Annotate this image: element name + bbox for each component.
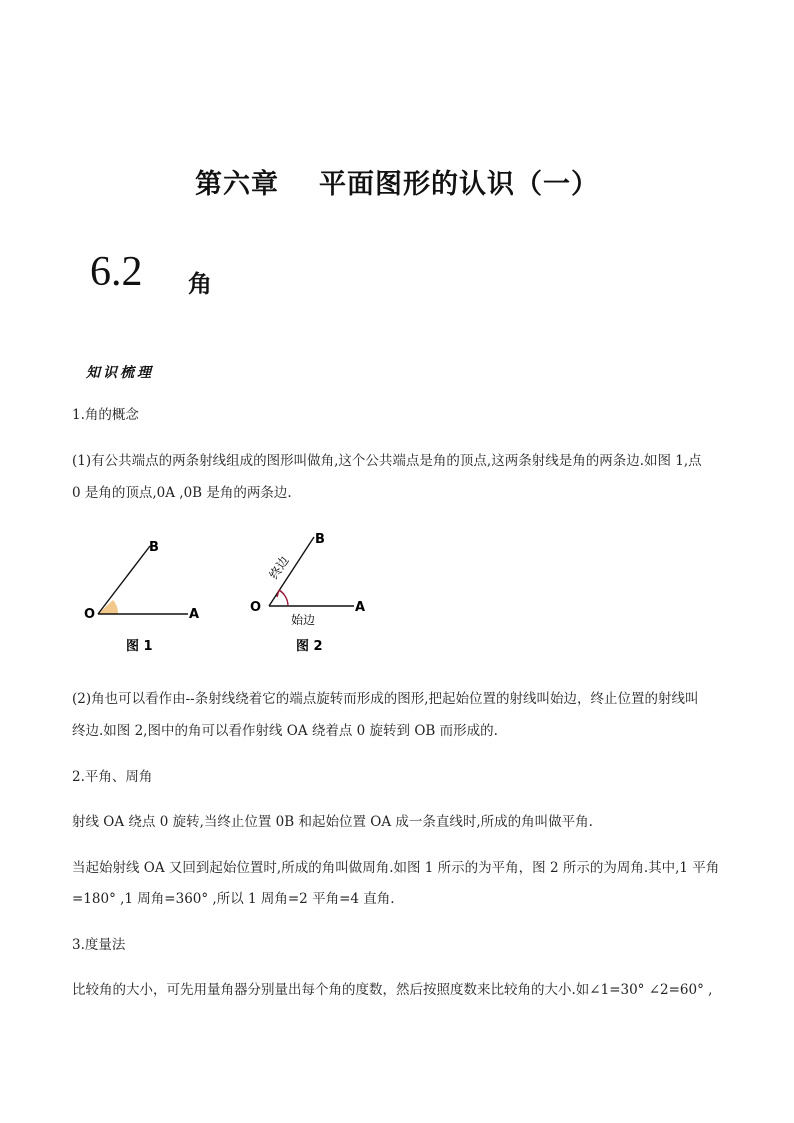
paragraph-2-line-1: (2)角也可以看作由--条射线绕着它的端点旋转而形成的图形,把起始位置的射线叫始边，终止位置的射线叫 (72, 691, 699, 707)
paragraph-1-line-1: (1)有公共端点的两条射线组成的图形叫做角,这个公共端点是角的顶点,这两条射线是角的两条边.如图 1,点 (72, 453, 702, 469)
point-A-label: A (189, 607, 200, 622)
figure-2 (250, 532, 365, 654)
point-O-label: O (250, 600, 262, 615)
section-3-heading: 3.度量法 (72, 937, 126, 953)
chapter-name: 平面图形的认识（一） (319, 169, 599, 200)
figure-1 (84, 540, 199, 654)
terminal-side-label: 终边 (266, 553, 292, 582)
section-number: 6.2 (90, 249, 143, 295)
paragraph-1-line-2: 0 是角的顶点,0A ,0B 是角的两条边. (72, 485, 292, 501)
knowledge-heading: 知识梳理 (86, 365, 154, 381)
section-2-heading: 2.平角、周角 (72, 769, 153, 785)
paragraph-5: 比较角的大小，可先用量角器分别量出每个角的度数，然后按照度数来比较角的大小.如∠1=30° ∠2=60° , (72, 982, 713, 998)
paragraph-3: 射线 OA 绕点 0 旋转,当终止位置 0B 和起始位置 OA 成一条直线时,所成的角叫做平角. (72, 814, 593, 830)
paragraph-4-line-1: 当起始射线 OA 又回到起始位置时,所成的角叫做周角.如图 1 所示的为平角，图 2 所示的为周角.其中,1 平角 (72, 860, 720, 876)
paragraph-4-line-2: =180° ,1 周角=360° ,所以 1 周角=2 平角=4 直角. (72, 891, 395, 907)
paragraph-2-line-2: 终边.如图 2,图中的角可以看作射线 OA 绕着点 0 旋转到 OB 而形成的. (72, 723, 498, 739)
chapter-title (0, 162, 794, 201)
ray-OB (98, 546, 150, 614)
figure-2-caption: 图 2 (296, 639, 323, 654)
angle-marker (98, 600, 118, 614)
point-A-label: A (355, 600, 366, 615)
point-B-label: B (315, 532, 325, 547)
figure-1-caption: 图 1 (126, 639, 153, 654)
section-title: 角 (188, 270, 212, 298)
section-1-heading: 1.角的概念 (72, 407, 139, 423)
point-B-label: B (149, 540, 159, 555)
rotation-arrow (279, 590, 288, 606)
arrow-head-icon (277, 590, 284, 597)
point-O-label: O (84, 607, 96, 622)
initial-side-label: 始边 (291, 613, 316, 627)
angle-figures (78, 528, 378, 668)
chapter-label: 第六章 (195, 169, 279, 200)
